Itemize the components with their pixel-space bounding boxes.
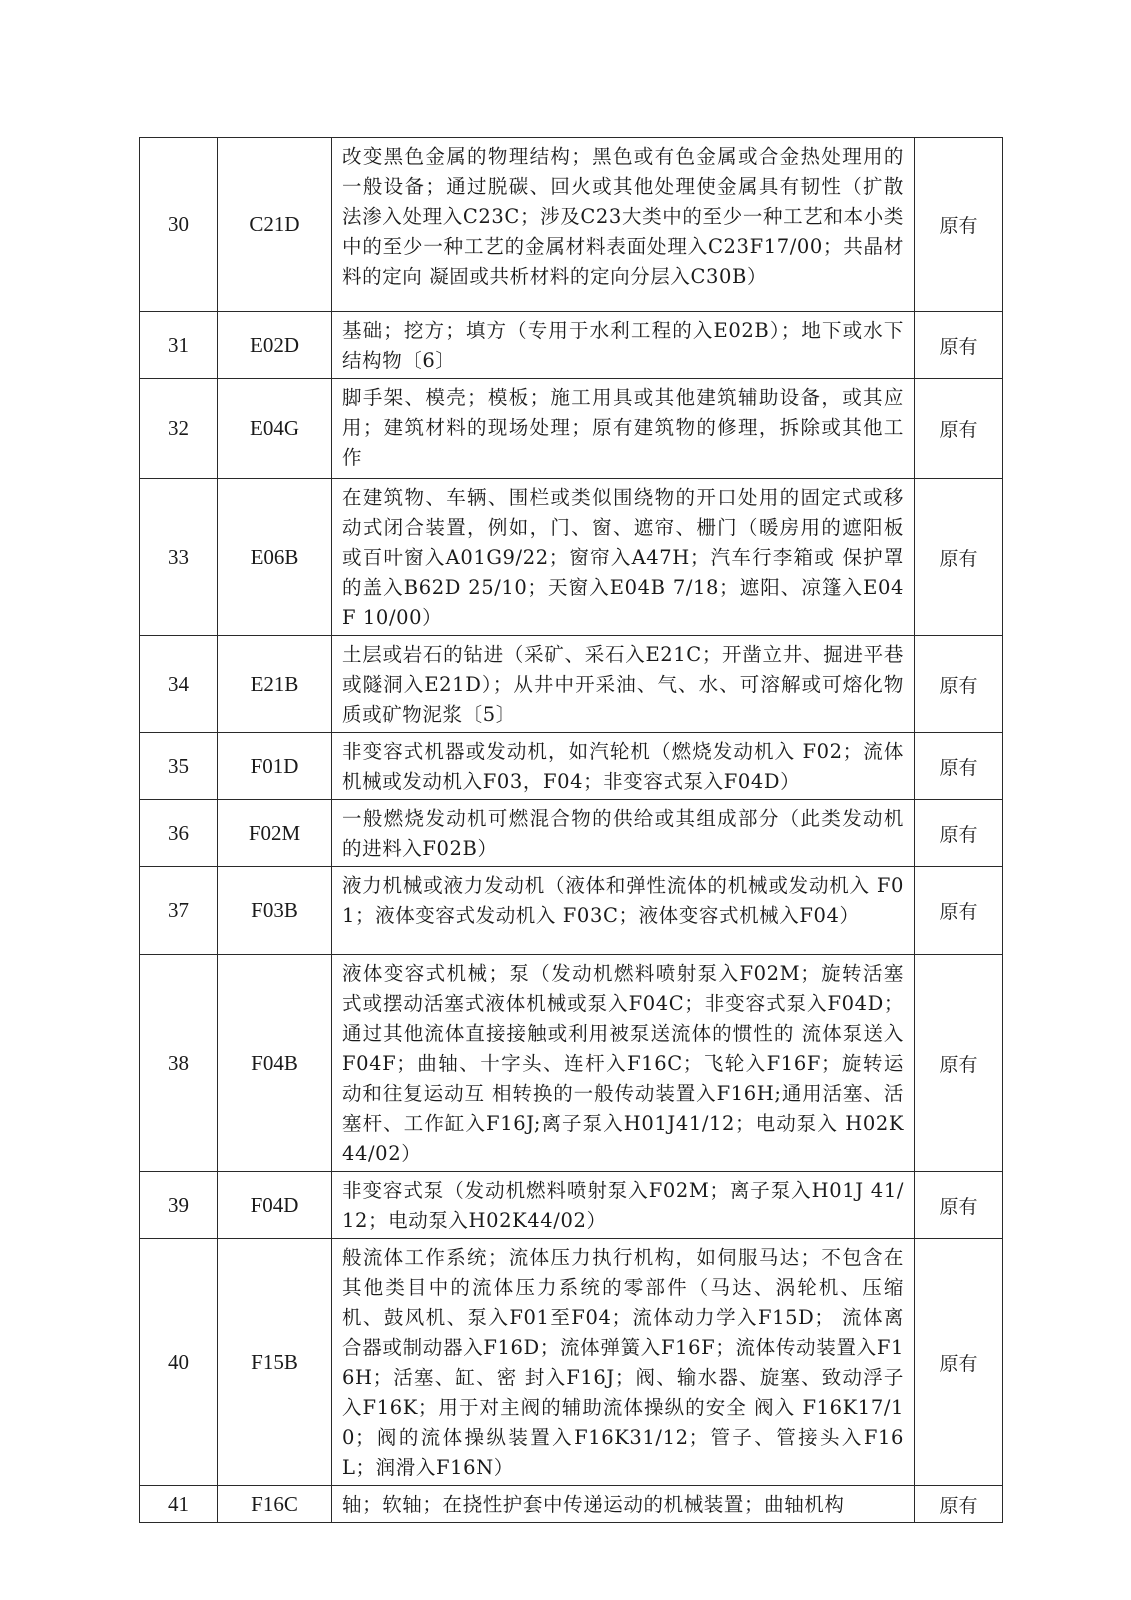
classification-description: 非变容式机器或发动机，如汽轮机（燃烧发动机入 F02；流体机械或发动机入F03，F04；非变容式泵入F04D） [332,733,915,800]
classification-code: C21D [218,138,332,312]
status-cell: 原有 [915,800,1003,867]
table-row [140,636,1003,733]
status-cell: 原有 [915,1172,1003,1239]
classification-description: 轴；软轴；在挠性护套中传递运动的机械装置；曲轴机构 [332,1486,915,1523]
status-cell: 原有 [915,379,1003,479]
classification-description: 液体变容式机械；泵（发动机燃料喷射泵入F02M；旋转活塞式或摆动活塞式液体机械或泵入F04C；非变容式泵入F04D；通过其他流体直接接触或利用被泵送流体的惯性的 流体泵送入F04F；曲轴、十字头、连杆入F16C；飞轮入F16F；旋转运动和往复运动互 相转换的一般传动装置入F16H;通用活塞、活塞杆、工作缸入F16J;离子泵入H01J41/12；电动泵入 H02K44/02） [332,955,915,1172]
classification-code: F16C [218,1486,332,1523]
status-cell: 原有 [915,867,1003,955]
row-number: 41 [140,1486,218,1523]
table-row [140,800,1003,867]
classification-code: F03B [218,867,332,955]
classification-code: F02M [218,800,332,867]
table-row [140,733,1003,800]
classification-code: E02D [218,312,332,379]
status-cell: 原有 [915,955,1003,1172]
row-number: 38 [140,955,218,1172]
row-number: 37 [140,867,218,955]
row-number: 36 [140,800,218,867]
classification-description: 在建筑物、车辆、围栏或类似围绕物的开口处用的固定式或移动式闭合装置，例如，门、窗、遮帘、栅门（暖房用的遮阳板或百叶窗入A01G9/22；窗帘入A47H；汽车行李箱或 保护罩的盖入B62D 25/10；天窗入E04B 7/18；遮阳、凉篷入E04F 10/00） [332,479,915,636]
row-number: 30 [140,138,218,312]
table-row [140,479,1003,636]
classification-description: 般流体工作系统；流体压力执行机构，如伺服马达；不包含在其他类目中的流体压力系统的零部件（马达、涡轮机、压缩机、鼓风机、泵入F01至F04；流体动力学入F15D； 流体离合器或制动器入F16D；流体弹簧入F16F；流体传动装置入F16H；活塞、缸、密 封入F16J；阀、输水器、旋塞、致动浮子入F16K；用于对主阀的辅助流体操纵的安全 阀入 F16K17/10；阀的流体操纵装置入F16K31/12；管子、管接头入F16L；润滑入F16N） [332,1239,915,1486]
status-cell: 原有 [915,479,1003,636]
classification-description: 非变容式泵（发动机燃料喷射泵入F02M；离子泵入H01J 41/12；电动泵入H02K44/02） [332,1172,915,1239]
table-row [140,1486,1003,1523]
classification-description: 一般燃烧发动机可燃混合物的供给或其组成部分（此类发动机的进料入F02B） [332,800,915,867]
table-row [140,379,1003,479]
table-row [140,138,1003,312]
row-number: 31 [140,312,218,379]
classification-description: 基础；挖方；填方（专用于水利工程的入E02B）；地下或水下结构物〔6〕 [332,312,915,379]
classification-description: 改变黑色金属的物理结构；黑色或有色金属或合金热处理用的一般设备；通过脱碳、回火或其他处理使金属具有韧性（扩散法渗入处理入C23C；涉及C23大类中的至少一种工艺和本小类中的至少一种工艺的金属材料表面处理入C23F17/00；共晶材料的定向 凝固或共析材料的定向分层入C30B） [332,138,915,312]
classification-description: 土层或岩石的钻进（采矿、采石入E21C；开凿立井、掘进平巷或隧洞入E21D）；从井中开采油、气、水、可溶解或可熔化物质或矿物泥浆〔5〕 [332,636,915,733]
status-cell: 原有 [915,312,1003,379]
table-row [140,1172,1003,1239]
row-number: 32 [140,379,218,479]
classification-code: F15B [218,1239,332,1486]
status-cell: 原有 [915,1486,1003,1523]
table-row [140,1239,1003,1486]
classification-description: 脚手架、模壳；模板；施工用具或其他建筑辅助设备，或其应用；建筑材料的现场处理；原有建筑物的修理，拆除或其他工作 [332,379,915,479]
classification-table [139,137,1003,1523]
classification-code: E04G [218,379,332,479]
table-row [140,867,1003,955]
row-number: 35 [140,733,218,800]
table-row [140,312,1003,379]
table-row [140,955,1003,1172]
status-cell: 原有 [915,733,1003,800]
classification-code: E21B [218,636,332,733]
classification-code: F01D [218,733,332,800]
row-number: 34 [140,636,218,733]
row-number: 39 [140,1172,218,1239]
row-number: 40 [140,1239,218,1486]
table-body [140,138,1003,1523]
classification-code: E06B [218,479,332,636]
status-cell: 原有 [915,1239,1003,1486]
row-number: 33 [140,479,218,636]
status-cell: 原有 [915,138,1003,312]
status-cell: 原有 [915,636,1003,733]
classification-code: F04D [218,1172,332,1239]
classification-description: 液力机械或液力发动机（液体和弹性流体的机械或发动机入 F01；液体变容式发动机入 F03C；液体变容式机械入F04） [332,867,915,955]
classification-code: F04B [218,955,332,1172]
